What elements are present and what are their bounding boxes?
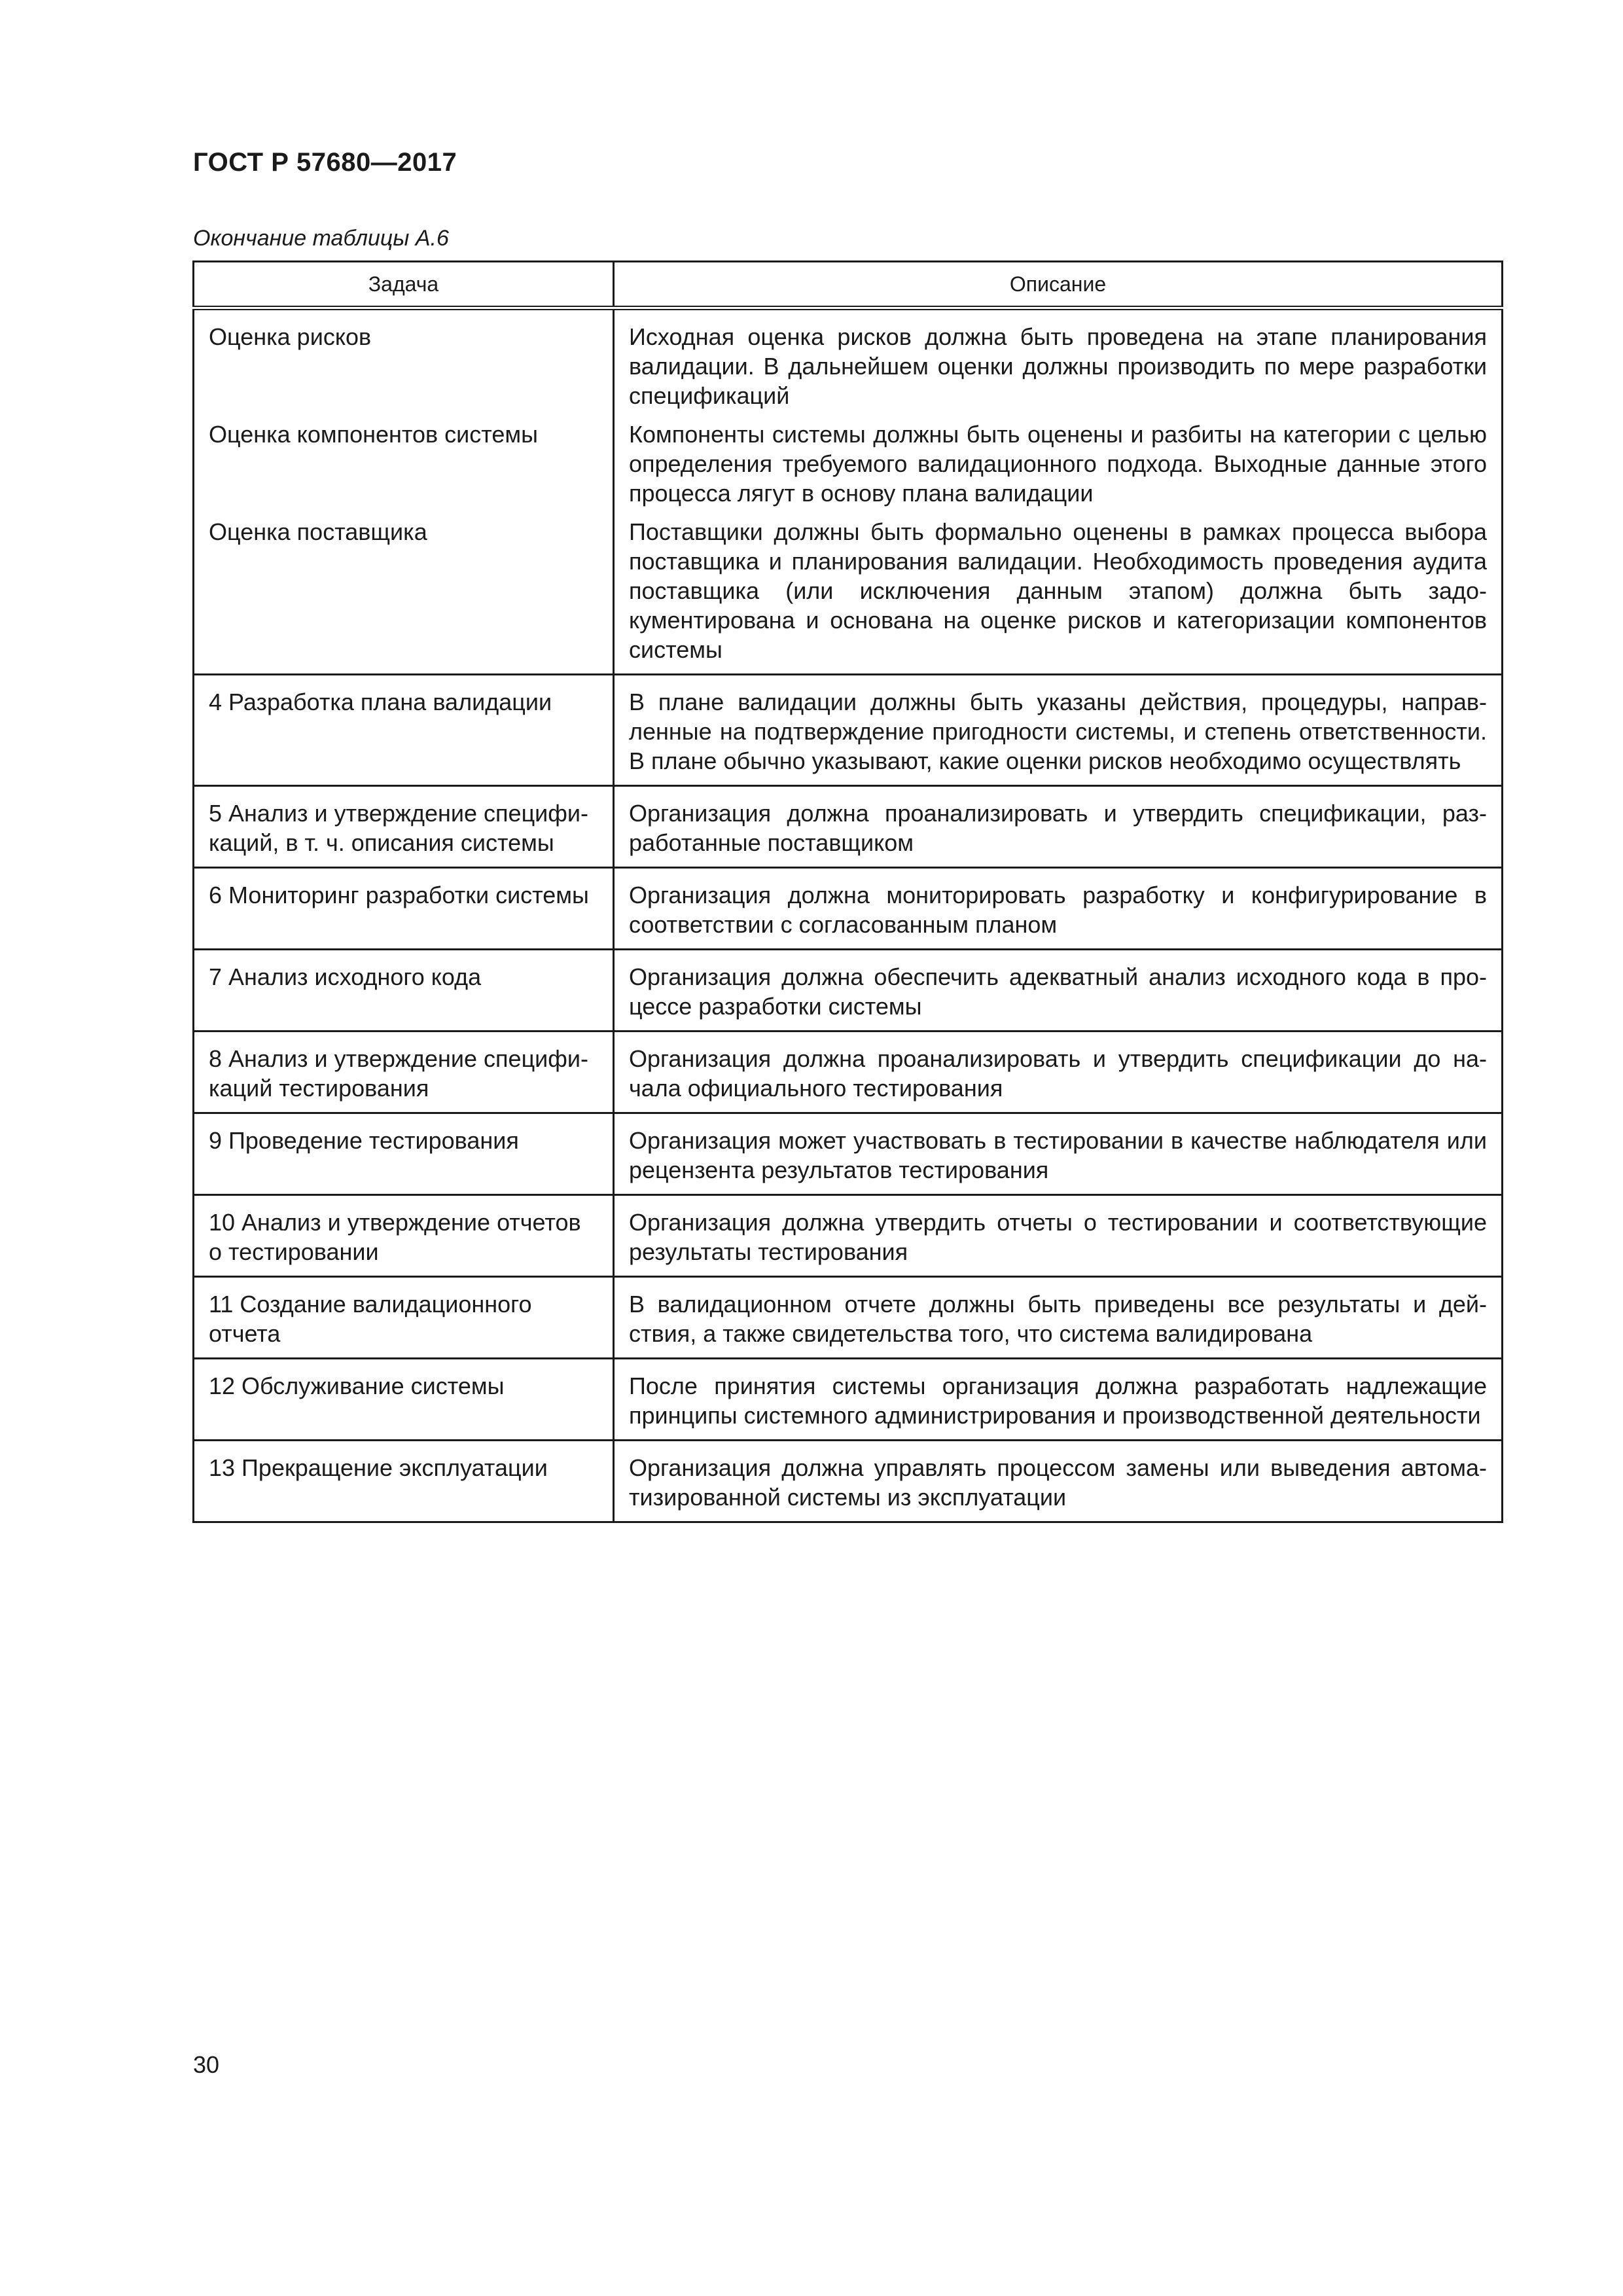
task-cell: 7 Анализ исходного кода [194,950,614,1031]
task-cell: 5 Анализ и утверждение спецификаций, в т. ч. описания системы [194,786,614,868]
description-text: Поставщики должны быть формально оценены в рамках процесса выбора поставщика и планирования валидации. Необходимость проведения аудита поставщика (или исключения данным этапом) должна быть задокументирована и основана на оценке рисков и категоризации компонентов системы [629,518,1487,663]
description-cell: В валидационном отчете должны быть приведены все результаты и действия, а также свидетельства того, что система валидирована [614,1277,1503,1359]
task-cell: 13 Прекращение эксплуатации [194,1441,614,1522]
description-cell: После принятия системы организация должна разработать надлежащие принципы системного администрирования и производственной деятельности [614,1359,1503,1441]
task-label: Оценка компонентов системы [209,421,538,448]
table-container [192,260,1501,1523]
table-caption: Окончание таблицы А.6 [193,226,449,251]
task-label: Оценка рисков [209,323,372,350]
table-row [194,1113,1503,1195]
table-row [194,1031,1503,1113]
task-cell: 12 Обслуживание системы [194,1359,614,1441]
table-row [194,1195,1503,1277]
description-text: Исходная оценка рисков должна быть проведена на этапе планирования валидации. В дальнейшем оценки должны производить по мере разработки спецификаций [629,323,1487,409]
task-cell-group [194,308,614,675]
table-row-group [194,308,1503,675]
description-cell: Организация должна обеспечить адекватный анализ исходного кода в процессе разработки системы [614,950,1503,1031]
description-cell: Организация должна управлять процессом замены или выведения автоматизированной системы из эксплуатации [614,1441,1503,1522]
task-label: Оценка поставщика [209,518,427,545]
document-header: ГОСТ Р 57680—2017 [193,148,457,177]
task-cell: 11 Создание валидационного отчета [194,1277,614,1359]
table-row [194,1441,1503,1522]
task-cell: 6 Мониторинг разработки системы [194,868,614,950]
table-row [194,1359,1503,1441]
table-row [194,1277,1503,1359]
task-cell: 8 Анализ и утверждение спецификаций тестирования [194,1031,614,1113]
table-header-row [194,262,1503,308]
page-number: 30 [193,2051,220,2078]
column-header-description: Описание [614,262,1503,308]
description-cell: Организация должна утвердить отчеты о тестировании и соответствующие результаты тестирования [614,1195,1503,1277]
column-header-task: Задача [194,262,614,308]
tasks-table [192,260,1503,1523]
task-cell: 4 Разработка плана валидации [194,675,614,786]
task-cell: 9 Проведение тестирования [194,1113,614,1195]
description-cell: Организация должна проанализировать и утвердить спецификации, разработанные поставщиком [614,786,1503,868]
table-row [194,786,1503,868]
description-cell: Организация должна мониторировать разработку и конфигурирование в соответствии с согласованным планом [614,868,1503,950]
description-cell: Организация должна проанализировать и утвердить спецификации до начала официального тестирования [614,1031,1503,1113]
table-row [194,950,1503,1031]
table-row [194,675,1503,786]
task-cell: 10 Анализ и утверждение отчетов о тестировании [194,1195,614,1277]
table-row [194,868,1503,950]
description-text: Компоненты системы должны быть оценены и разбиты на категории с целью определения требуемого валидационного подхода. Выходные данные этого процесса лягут в основу плана валидации [629,421,1487,507]
description-cell: Организация может участвовать в тестировании в качестве наблюдателя или рецензента результатов тестирования [614,1113,1503,1195]
description-cell: В плане валидации должны быть указаны действия, процедуры, направленные на подтверждение пригодности системы, и степень ответственности. В плане обычно указывают, какие оценки рисков необходимо осуществлять [614,675,1503,786]
description-cell-group [614,308,1503,675]
